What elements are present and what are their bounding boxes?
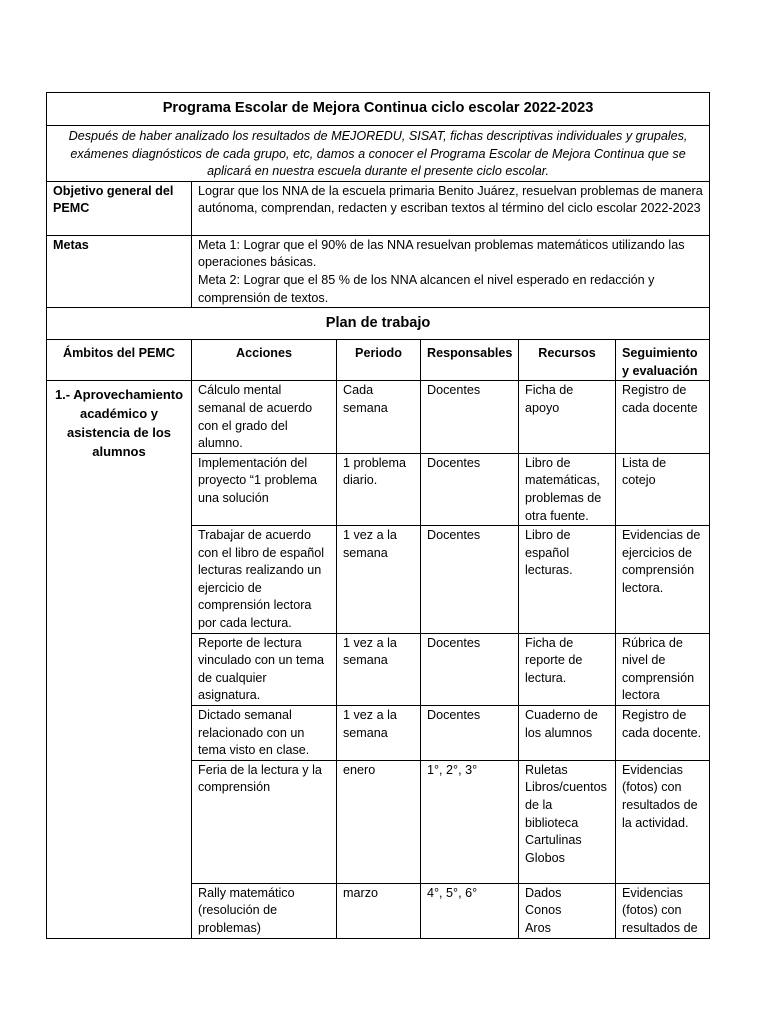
seguimiento-cell: Registro de cada docente (616, 381, 710, 453)
pemc-table (46, 92, 710, 939)
objetivo-text: Lograr que los NNA de la escuela primaria Benito Juárez, resuelvan problemas de manera autónoma, comprendan, redacten y escriban textos al término del ciclo escolar 2022-2023 (192, 181, 710, 235)
periodo-cell: 1 vez a la semana (337, 526, 421, 634)
periodo-cell: 1 vez a la semana (337, 633, 421, 705)
periodo-cell: marzo (337, 883, 421, 938)
recursos-cell: Ficha de apoyo (519, 381, 616, 453)
accion-cell: Dictado semanal relacionado con un tema visto en clase. (192, 706, 337, 761)
responsables-cell: Docentes (421, 381, 519, 453)
responsables-cell: 1°, 2°, 3° (421, 760, 519, 883)
seguimiento-cell: Evidencias (fotos) con resultados de la actividad. (616, 760, 710, 883)
responsables-cell: Docentes (421, 453, 519, 525)
objetivo-label: Objetivo general del PEMC (47, 181, 192, 235)
header-recursos: Recursos (519, 340, 616, 381)
recursos-cell: Cuaderno de los alumnos (519, 706, 616, 761)
plan-title: Plan de trabajo (47, 308, 710, 340)
recurso-item: Libros/cuentos de la biblioteca (525, 780, 607, 830)
recurso-item: Ruletas (525, 762, 568, 777)
header-seguimiento: Seguimiento y evaluación (616, 340, 710, 381)
header-acciones: Acciones (192, 340, 337, 381)
recurso-item: Dados (525, 885, 562, 900)
responsables-cell: Docentes (421, 633, 519, 705)
meta-1: Meta 1: Lograr que el 90% de las NNA resuelvan problemas matemáticos utilizando las operaciones básicas. (198, 237, 685, 270)
recurso-item: Aros (525, 921, 551, 935)
table-row (47, 381, 710, 453)
meta-2: Meta 2: Lograr que el 85 % de los NNA alcancen el nivel esperado en redacción y comprensión de textos. (198, 272, 655, 305)
recursos-cell: Ficha de reporte de lectura. (519, 633, 616, 705)
accion-cell: Feria de la lectura y la comprensión (192, 760, 337, 883)
accion-cell: Cálculo mental semanal de acuerdo con el grado del alumno. (192, 381, 337, 453)
header-ambitos: Ámbitos del PEMC (47, 340, 192, 381)
recursos-cell (519, 883, 616, 938)
recurso-item: Cartulinas (525, 833, 582, 848)
responsables-cell: 4°, 5°, 6° (421, 883, 519, 938)
periodo-cell: Cada semana (337, 381, 421, 453)
periodo-cell: 1 vez a la semana (337, 706, 421, 761)
header-responsables: Responsables (421, 340, 519, 381)
recurso-item: Conos (525, 903, 562, 918)
seguimiento-cell: Rúbrica de nivel de comprensión lectora (616, 633, 710, 705)
accion-cell: Implementación del proyecto “1 problema una solución (192, 453, 337, 525)
periodo-cell: enero (337, 760, 421, 883)
ambito-cell: 1.- Aprovechamiento académico y asistencia de los alumnos (47, 381, 192, 938)
responsables-cell: Docentes (421, 706, 519, 761)
recursos-cell (519, 760, 616, 883)
metas-label: Metas (47, 235, 192, 307)
seguimiento-cell: Registro de cada docente. (616, 706, 710, 761)
seguimiento-cell: Evidencias de ejercicios de comprensión lectora. (616, 526, 710, 634)
accion-cell: Rally matemático (resolución de problemas) (192, 883, 337, 938)
recursos-cell: Libro de español lecturas. (519, 526, 616, 634)
seguimiento-cell: Evidencias (fotos) con resultados de (616, 883, 710, 938)
intro-paragraph: Después de haber analizado los resultados de MEJOREDU, SISAT, fichas descriptivas individuales y grupales, exámenes diagnósticos de cada grupo, etc, damos a conocer el Programa Escolar de Mejora Continua que se aplicará en nuestra escuela durante el presente ciclo escolar. (47, 126, 710, 182)
metas-text (192, 235, 710, 307)
accion-cell: Reporte de lectura vinculado con un tema de cualquier asignatura. (192, 633, 337, 705)
header-periodo: Periodo (337, 340, 421, 381)
document-title: Programa Escolar de Mejora Continua ciclo escolar 2022-2023 (47, 93, 710, 126)
periodo-cell: 1 problema diario. (337, 453, 421, 525)
seguimiento-cell: Lista de cotejo (616, 453, 710, 525)
recursos-cell: Libro de matemáticas, problemas de otra fuente. (519, 453, 616, 525)
recurso-item: Globos (525, 850, 565, 865)
responsables-cell: Docentes (421, 526, 519, 634)
accion-cell: Trabajar de acuerdo con el libro de español lecturas realizando un ejercicio de comprensión lectora por cada lectura. (192, 526, 337, 634)
